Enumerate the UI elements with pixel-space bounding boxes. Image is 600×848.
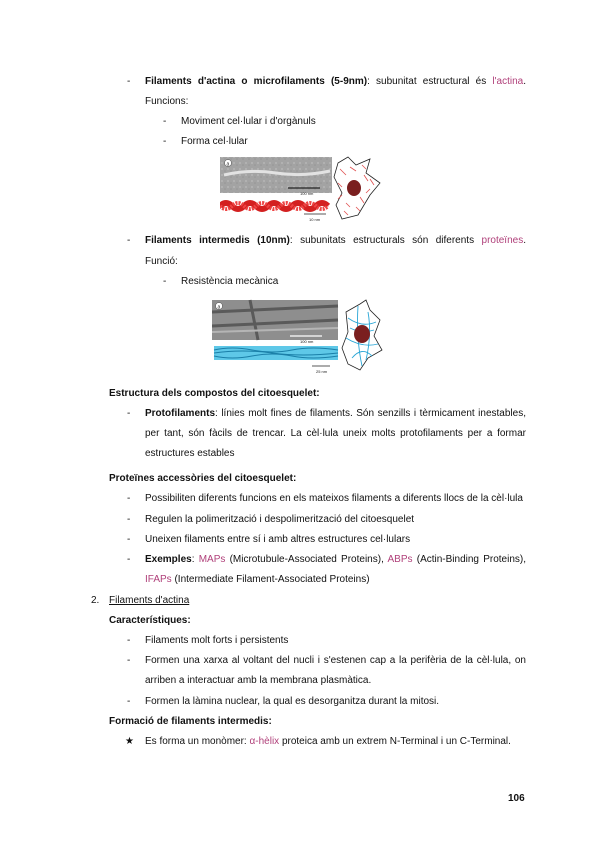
bullet-dash: - bbox=[127, 408, 131, 419]
actin-text: subunitat estructural és bbox=[376, 76, 487, 87]
funcio-label: Funció: bbox=[145, 256, 178, 267]
accessory-item: Regulen la polimerització i despolimerització del citoesquelet bbox=[145, 514, 415, 525]
accessory-item: Uneixen filaments entre sí i amb altres estructures cel·lulars bbox=[145, 534, 411, 545]
actin-subitem: Moviment cel·lular i d'orgànuls bbox=[181, 116, 316, 127]
protofilaments-line: per tant, són fàcils de trencar. La cèl·lula uneix molts protofilaments per a formar bbox=[145, 428, 526, 439]
bullet-dash: - bbox=[127, 534, 131, 545]
actin-subitem: Forma cel·lular bbox=[181, 136, 248, 147]
actin-filament-figure bbox=[220, 155, 385, 223]
section-number: 2. bbox=[91, 595, 100, 606]
alpha-helix-link[interactable]: α-hèlix bbox=[249, 736, 280, 747]
page-number: 106 bbox=[508, 793, 525, 804]
intermediate-filament-figure bbox=[212, 298, 387, 374]
scale-label: 100 nm bbox=[300, 339, 314, 344]
actin-link[interactable]: l'actina bbox=[492, 76, 524, 87]
maps-link[interactable]: MAPs bbox=[198, 554, 226, 565]
accessory-heading: Proteïnes accessòries del citoesquelet: bbox=[109, 473, 297, 484]
bullet-dash: - bbox=[127, 76, 131, 87]
intermediate-subitem: Resistència mecànica bbox=[181, 276, 279, 287]
bullet-dash: - bbox=[127, 655, 131, 666]
examples-line: Exemples: MAPs (Microtubule-Associated Proteins), ABPs (Actin-Binding Proteins), bbox=[145, 554, 526, 565]
formation-heading: Formació de filaments intermedis: bbox=[109, 716, 272, 727]
characteristic-item-cont: arriben a interactuar amb la membrana plasmàtica. bbox=[145, 675, 372, 686]
panel-label: a bbox=[217, 304, 221, 311]
actin-title: Filaments d'actina o microfilaments (5-9nm) bbox=[145, 76, 368, 87]
ifaps-link[interactable]: IFAPs bbox=[145, 574, 172, 585]
scale-label: 100 nm bbox=[300, 191, 314, 196]
bullet-dash: - bbox=[127, 235, 131, 246]
characteristics-heading: Característiques: bbox=[109, 615, 191, 626]
scale-label: 25 nm bbox=[316, 369, 328, 374]
intermediate-item-line: Filaments intermedis (10nm): subunitats estructurals són diferents proteïnes. bbox=[145, 235, 526, 246]
characteristic-item: Formen la làmina nuclear, la qual es desorganitza durant la mitosi. bbox=[145, 696, 440, 707]
examples-label: Exemples bbox=[145, 554, 192, 565]
section-title: Filaments d'actina bbox=[109, 595, 190, 606]
scale-label: 10 nm bbox=[309, 217, 321, 222]
formation-item: Es forma un monòmer: α-hèlix proteica amb un extrem N-Terminal i un C-Terminal. bbox=[145, 736, 511, 747]
bullet-dash: - bbox=[127, 696, 131, 707]
star-icon: ★ bbox=[125, 736, 134, 747]
proteines-link[interactable]: proteïnes bbox=[481, 235, 524, 246]
examples-line-2: IFAPs (Intermediate Filament-Associated Proteins) bbox=[145, 574, 370, 585]
bullet-dash: - bbox=[127, 554, 131, 565]
bullet-dash: - bbox=[127, 514, 131, 525]
actin-item-line: Filaments d'actina o microfilaments (5-9nm): subunitat estructural és l'actina. bbox=[145, 76, 526, 87]
nucleus bbox=[347, 180, 361, 196]
accessory-item: Possibiliten diferents funcions en els mateixos filaments a diferents llocs de la cèl·lula bbox=[145, 493, 523, 504]
sub-dash: - bbox=[163, 276, 167, 287]
characteristic-item: Formen una xarxa al voltant del nucli i s'estenen cap a la perifèria de la cèl·lula, on bbox=[145, 655, 526, 666]
protofilaments-line: Protofilaments: línies molt fines de filaments. Són senzills i tèrmicament inestables, bbox=[145, 408, 526, 419]
intermediate-text: subunitats estructurals són diferents bbox=[300, 235, 475, 246]
bullet-dash: - bbox=[127, 493, 131, 504]
sub-dash: - bbox=[163, 136, 167, 147]
nucleus bbox=[354, 325, 370, 343]
protofilaments-line: estructures estables bbox=[145, 448, 235, 459]
sub-dash: - bbox=[163, 116, 167, 127]
funcions-label: Funcions: bbox=[145, 96, 189, 107]
characteristic-item: Filaments molt forts i persistents bbox=[145, 635, 289, 646]
structure-heading: Estructura dels compostos del citoesquelet: bbox=[109, 388, 320, 399]
intermediate-title: Filaments intermedis (10nm) bbox=[145, 235, 290, 246]
bullet-dash: - bbox=[127, 635, 131, 646]
protofilaments-title: Protofilaments bbox=[145, 408, 216, 419]
panel-label: a bbox=[226, 161, 230, 168]
abps-link[interactable]: ABPs bbox=[387, 554, 413, 565]
